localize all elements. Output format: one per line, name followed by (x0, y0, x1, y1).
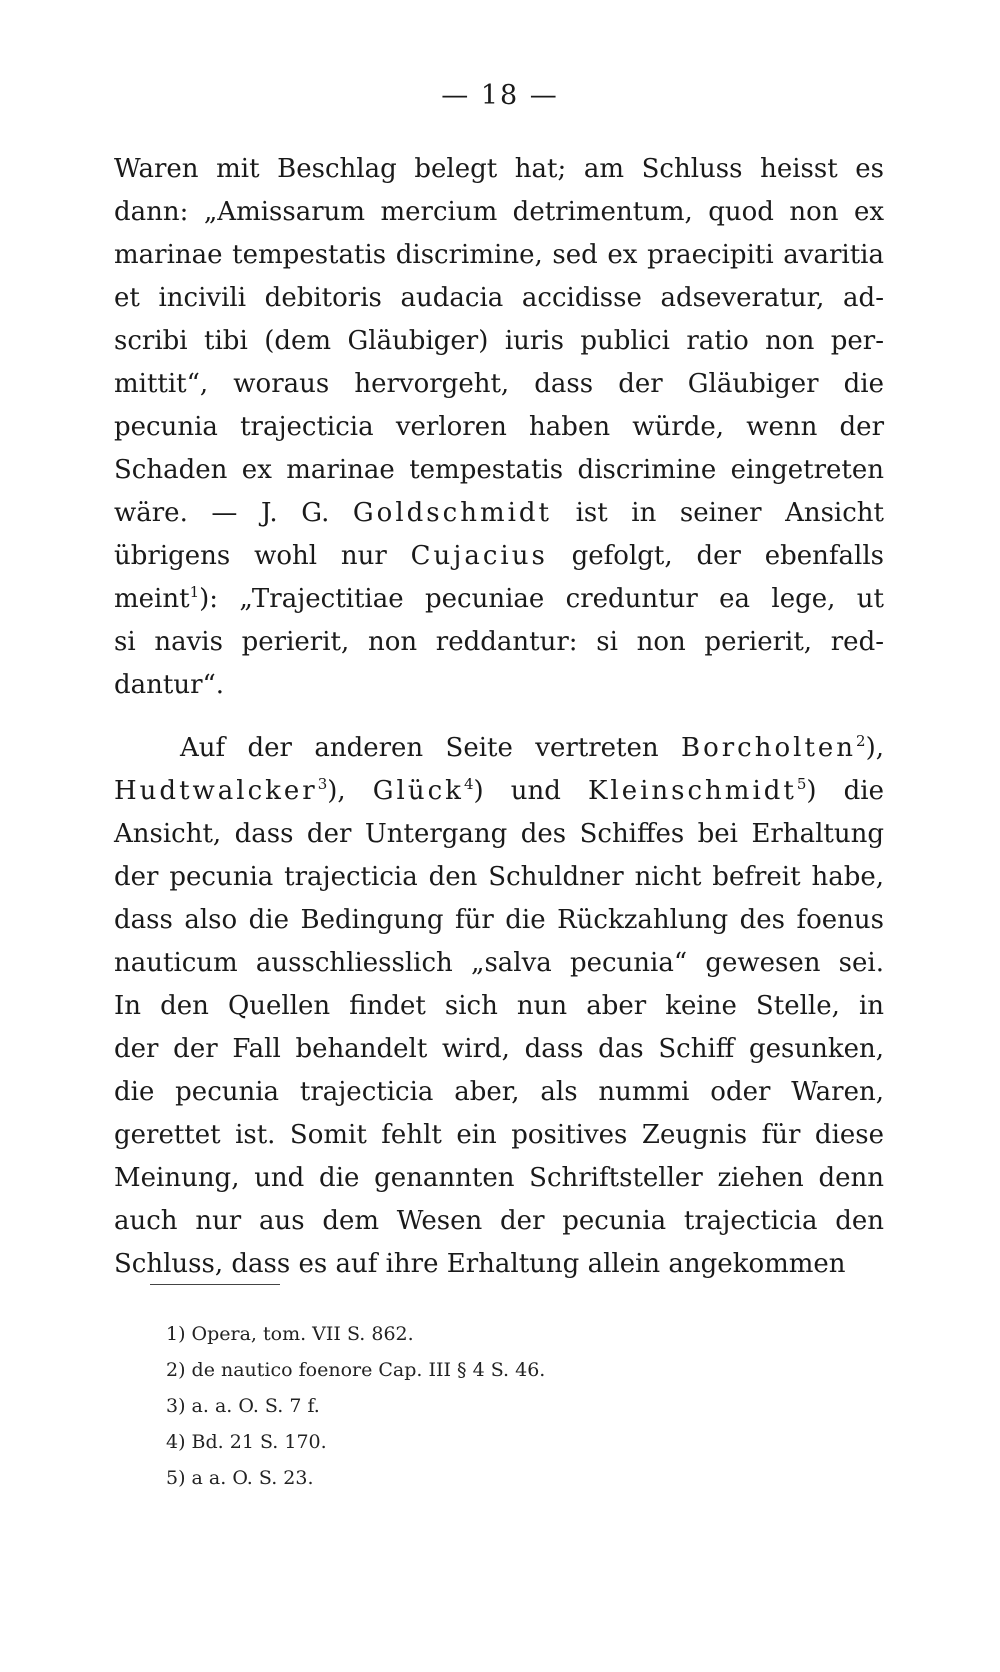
text-line: Schluss, dass es auf ihre Erhaltung allein angekommen (114, 1249, 846, 1279)
author-name: Cujacius (410, 541, 548, 571)
footnote-ref: 4 (463, 775, 474, 793)
text-line: dantur“. (114, 670, 225, 700)
text-span: ): „Trajectitiae pecuniae creduntur ea lege, ut (199, 584, 884, 614)
footnote: 3) a. a. O. S. 7 f. (166, 1395, 320, 1417)
text-span: ), (865, 733, 884, 763)
text-span: gefolgt, der ebenfalls (547, 541, 884, 571)
footnote: 4) Bd. 21 S. 170. (166, 1431, 327, 1453)
footnote-ref: 1 (189, 583, 200, 601)
text-line (114, 770, 884, 813)
text-line: pecunia trajecticia verloren haben würde, wenn der (114, 412, 884, 442)
footnote-ref: 5 (796, 775, 807, 793)
page-number: — 18 — (441, 80, 559, 111)
text-line (114, 578, 884, 621)
text-line: si navis perierit, non reddantur: si non perierit, red- (114, 627, 884, 657)
footnote: 1) Opera, tom. VII S. 862. (166, 1323, 414, 1345)
text-line: Schaden ex marinae tempestatis discrimine eingetreten (114, 455, 884, 485)
text-line: der der Fall behandelt wird, dass das Schiff gesunken, (114, 1034, 884, 1064)
text-span: meint (114, 584, 190, 614)
text-line: auch nur aus dem Wesen der pecunia trajecticia den (114, 1206, 884, 1236)
text-span: ) die (806, 776, 884, 806)
text-line: marinae tempestatis discrimine, sed ex praecipiti avaritia (114, 240, 884, 270)
text-span: ) und (473, 776, 588, 806)
paragraph-gap (114, 707, 884, 727)
footnote-rule (150, 1284, 280, 1285)
footnote-ref: 3 (317, 775, 328, 793)
text-line (114, 535, 884, 578)
text-line: der pecunia trajecticia den Schuldner nicht befreit habe, (114, 862, 884, 892)
text-line: mittit“, woraus hervorgeht, dass der Gläubiger die (114, 369, 884, 399)
footnote: 2) de nautico foenore Cap. III § 4 S. 46. (166, 1359, 546, 1381)
text-line: scribi tibi (dem Gläubiger) iuris publici ratio non per- (114, 326, 884, 356)
text-span: ), (327, 776, 373, 806)
text-span: Auf der anderen Seite vertreten (180, 733, 681, 763)
footnotes (166, 1316, 545, 1496)
author-name: Borcholten (680, 733, 857, 763)
author-name: Hudtwalcker (114, 776, 318, 806)
text-span: wäre. — J. G. (114, 498, 353, 528)
text-line (114, 727, 884, 770)
author-name: Glück (372, 776, 464, 806)
text-line: dann: „Amissarum mercium detrimentum, quod non ex (114, 197, 884, 227)
text-line: et incivili debitoris audacia accidisse adseveratur, ad- (114, 283, 884, 313)
author-name: Goldschmidt (352, 498, 552, 528)
author-name: Kleinschmidt (587, 776, 797, 806)
text-line: gerettet ist. Somit fehlt ein positives Zeugnis für diese (114, 1120, 884, 1150)
text-line: Ansicht, dass der Untergang des Schiffes bei Erhaltung (114, 819, 884, 849)
text-line (114, 492, 884, 535)
footnote: 5) a a. O. S. 23. (166, 1467, 314, 1489)
text-span: übrigens wohl nur (114, 541, 411, 571)
text-line: die pecunia trajecticia aber, als nummi oder Waren, (114, 1077, 884, 1107)
text-line: Meinung, und die genannten Schriftsteller ziehen denn (114, 1163, 884, 1193)
text-span: ist in seiner Ansicht (552, 498, 884, 528)
text-line: nauticum ausschliesslich „salva pecunia“ gewesen sei. (114, 948, 884, 978)
text-line: dass also die Bedingung für die Rückzahlung des foenus (114, 905, 884, 935)
footnote-ref: 2 (856, 732, 866, 750)
text-line: Waren mit Beschlag belegt hat; am Schluss heisst es (114, 154, 884, 184)
text-line: In den Quellen findet sich nun aber keine Stelle, in (114, 991, 884, 1021)
body-text (114, 148, 884, 1286)
